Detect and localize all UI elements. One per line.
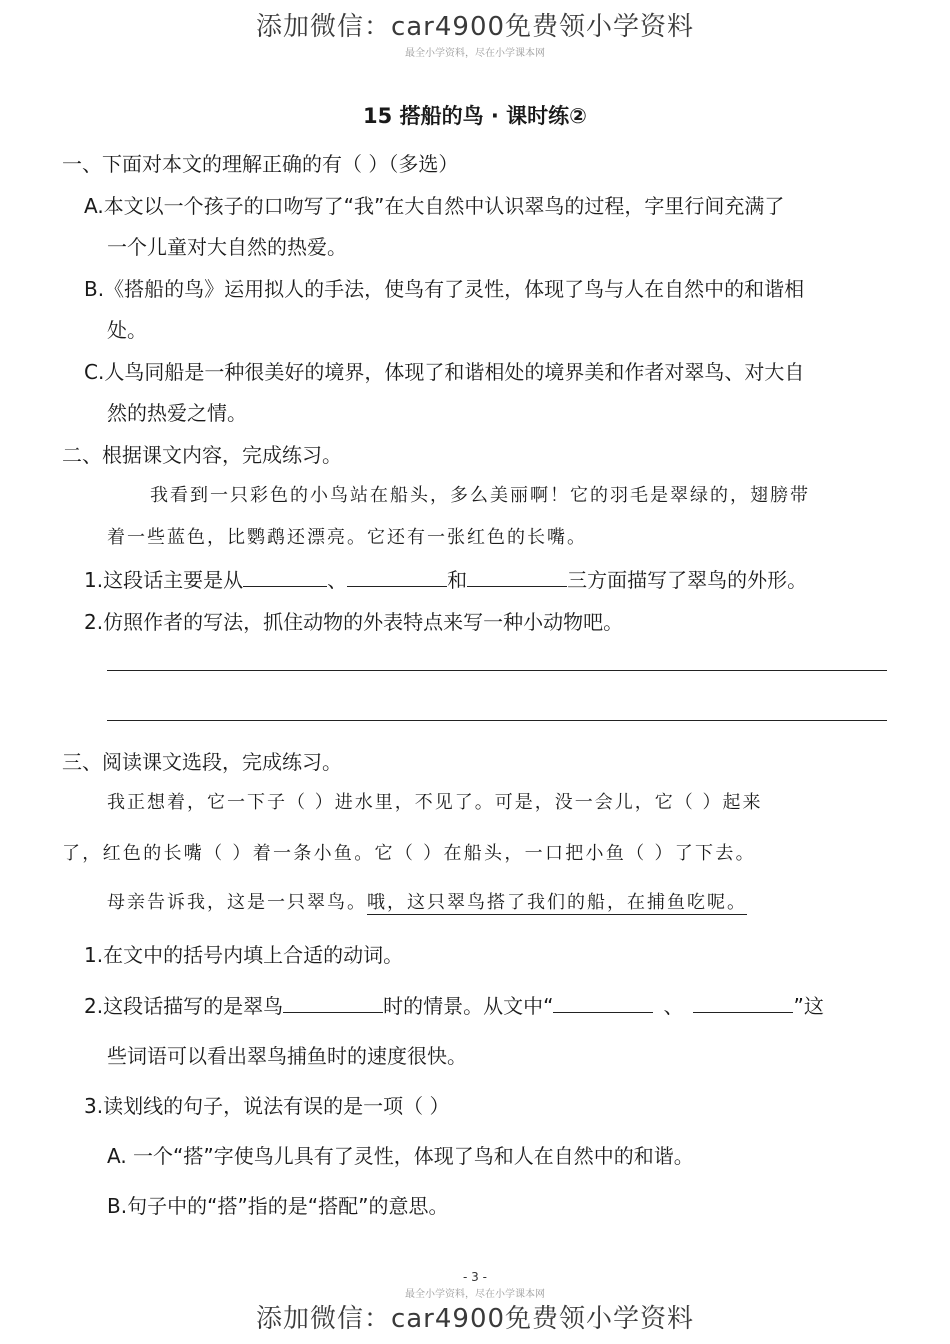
section1-option-a-line2: 一个儿童对大自然的热爱。 (107, 235, 347, 259)
section3-question2-line2: 些词语可以看出翠鸟捕鱼时的速度很快。 (107, 1044, 467, 1068)
section3-passage-line1: 我正想着，它一下子（ ）进水里，不见了。可是，没一会儿，它（ ）起来 (107, 792, 763, 813)
header-faint-line: 最全小学资料，尽在小学课本网 (405, 48, 545, 59)
page-title: 15 搭船的鸟 · 课时练② (363, 104, 587, 128)
section1-option-a-line1: A.本文以一个孩子的口吻写了“我”在大自然中认识翠鸟的过程，字里行间充满了 (84, 194, 785, 218)
answer-blank-2[interactable] (347, 568, 447, 587)
section3-question2 (84, 990, 824, 1019)
writing-line-2[interactable] (107, 720, 887, 721)
answer-blank-4[interactable] (283, 994, 383, 1013)
question1-prefix: 1.这段话主要是从 (84, 568, 244, 592)
section3-question3: 3.读划线的句子，说法有误的是一项（ ） (84, 1094, 450, 1118)
watermark-banner-top: 添加微信：car4900免费领小学资料 (255, 12, 695, 42)
section1-option-b-line1: B.《搭船的鸟》运用拟人的手法，使鸟有了灵性，体现了鸟与人在自然中的和谐相 (84, 277, 805, 301)
question2-prefix: 2.这段话描写的是翠鸟 (84, 994, 284, 1018)
section1-heading: 一、下面对本文的理解正确的有（ ）（多选） (62, 152, 459, 176)
question2-separator: 、 (663, 994, 684, 1018)
question1-suffix: 三方面描写了翠鸟的外形。 (567, 568, 808, 592)
section2-heading: 二、根据课文内容，完成练习。 (62, 443, 342, 467)
section2-question2: 2.仿照作者的写法，抓住动物的外表特点来写一种小动物吧。 (84, 610, 624, 634)
page-number: - 3 - (463, 1270, 487, 1284)
section3-question3-option-b: B.句子中的“搭”指的是“搭配”的意思。 (107, 1194, 449, 1218)
section1-option-c-line2: 然的热爱之情。 (107, 401, 247, 425)
section3-question3-option-a: A. 一个“搭”字使鸟儿具有了灵性，体现了鸟和人在自然中的和谐。 (107, 1144, 694, 1168)
section1-option-b-line2: 处。 (107, 318, 147, 342)
section2-passage-line2: 着一些蓝色，比鹦鹉还漂亮。它还有一张红色的长嘴。 (107, 527, 587, 548)
writing-line-1[interactable] (107, 670, 887, 671)
question1-separator: 、 (327, 568, 348, 592)
answer-blank-6[interactable] (693, 994, 793, 1013)
answer-blank-5[interactable] (553, 994, 653, 1013)
section2-question1 (84, 564, 807, 593)
section3-passage-line3 (107, 888, 747, 914)
watermark-banner-bottom: 添加微信：car4900免费领小学资料 (255, 1304, 695, 1334)
footer-faint-line: 最全小学资料，尽在小学课本网 (405, 1289, 545, 1300)
question2-middle: 时的情景。从文中“ (383, 994, 554, 1018)
section1-option-c-line1: C.人鸟同船是一种很美好的境界，体现了和谐相处的境界美和作者对翠鸟、对大自 (84, 360, 805, 384)
underlined-sentence: 哦，这只翠鸟搭了我们的船，在捕鱼吃呢。 (367, 892, 747, 913)
answer-blank-3[interactable] (467, 568, 567, 587)
answer-blank-1[interactable] (243, 568, 327, 587)
passage-plain-sentence: 母亲告诉我，这是一只翠鸟。 (107, 892, 367, 913)
section3-passage-line2: 了，红色的长嘴（ ）着一条小鱼。它（ ）在船头，一口把小鱼（ ）了下去。 (62, 843, 756, 864)
section2-passage-line1: 我看到一只彩色的小鸟站在船头，多么美丽啊！它的羽毛是翠绿的，翅膀带 (150, 485, 810, 506)
question2-suffix: ”这 (793, 994, 824, 1018)
question1-and: 和 (447, 568, 468, 592)
section3-heading: 三、阅读课文选段，完成练习。 (62, 750, 342, 774)
section3-question1: 1.在文中的括号内填上合适的动词。 (84, 943, 404, 967)
